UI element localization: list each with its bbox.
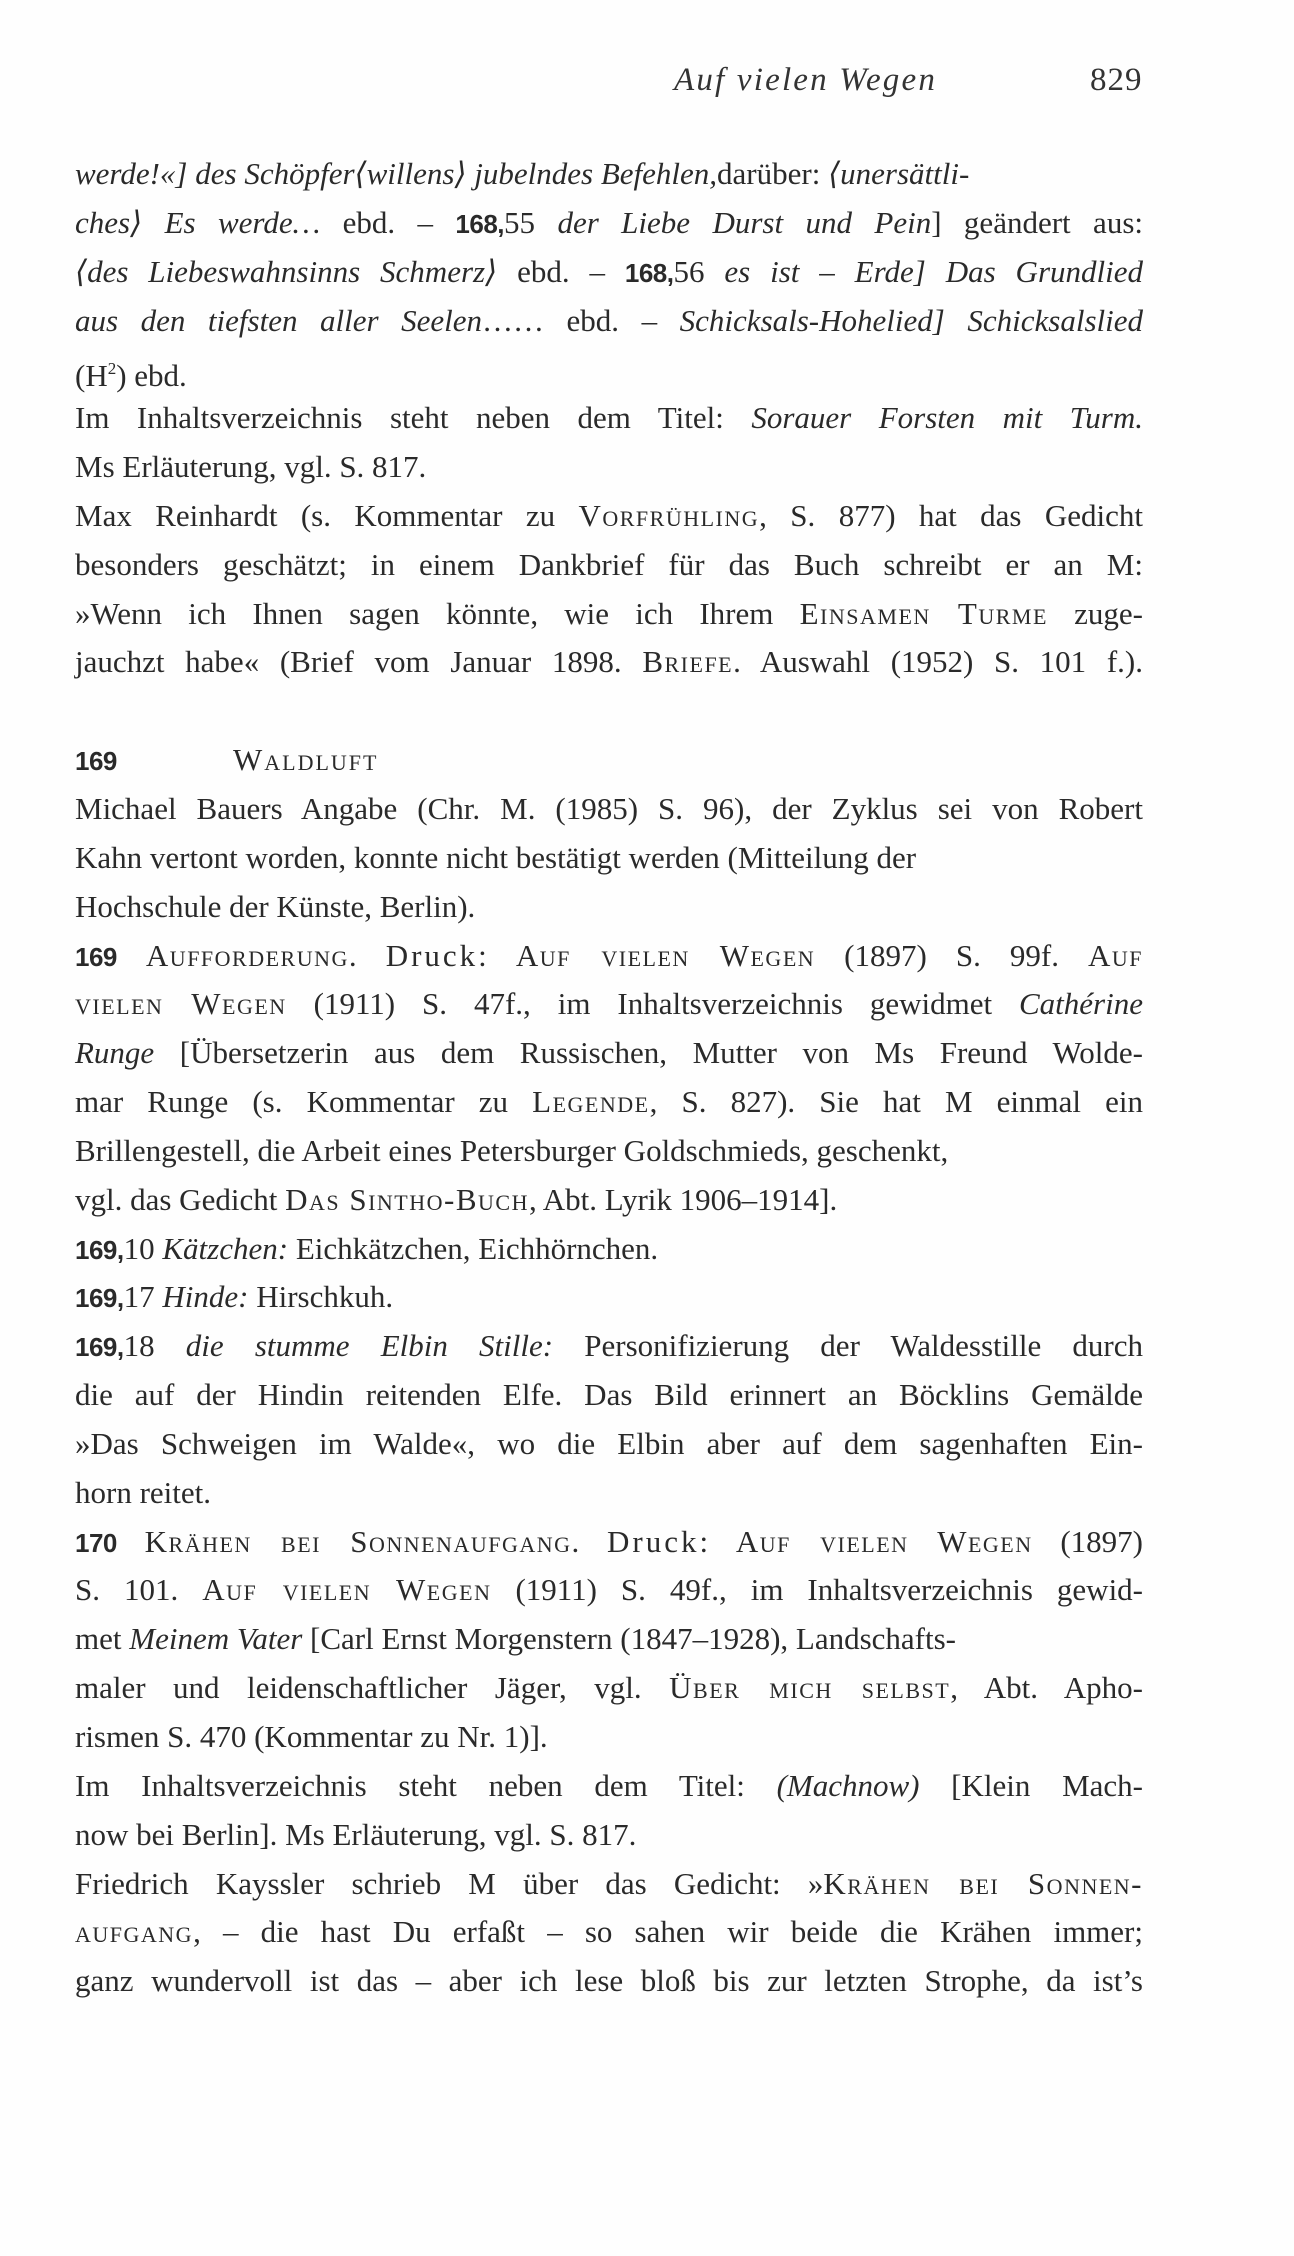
text: zuge-: [1047, 595, 1143, 631]
italic-text: Sorauer Forsten mit Turm.: [751, 400, 1143, 436]
text-line: [75, 1078, 1143, 1127]
text: 17: [123, 1279, 163, 1315]
italic-text: ⟨unersättli-: [828, 156, 970, 191]
text: jauchzt habe« (Brief vom Januar 1898.: [75, 644, 643, 680]
text: Im Inhaltsverzeichnis steht neben dem Titel:: [75, 1767, 777, 1803]
text: , S. 827). Sie hat M einmal ein: [649, 1084, 1143, 1120]
text-line: [75, 932, 1143, 981]
text: 10: [123, 1230, 163, 1266]
small-caps-title: Das Sintho-Buch: [285, 1181, 529, 1217]
text: , Abt. Apho-: [950, 1670, 1143, 1706]
superscript: 2: [107, 359, 117, 379]
text-line: [75, 1762, 1143, 1811]
italic-text: es ist – Erde] Das Grundlied: [724, 253, 1143, 289]
text-line: [75, 785, 1143, 834]
italic-text: (Machnow): [776, 1767, 920, 1803]
section-number: 169: [75, 746, 117, 777]
small-caps-title: Aufforderung: [145, 937, 349, 973]
text-line: [75, 443, 1143, 492]
text: met: [75, 1621, 130, 1657]
small-caps-title: Auf vielen Wegen: [515, 937, 816, 973]
bold-reference: 169: [75, 941, 117, 972]
text: …… ebd. –: [482, 302, 680, 338]
text-line: [75, 638, 1143, 687]
text: die auf der Hindin reitenden Elfe. Das Bild erinnert an Böcklins Gemälde: [75, 1377, 1143, 1413]
text: 18: [123, 1328, 186, 1364]
text-line: [75, 1371, 1143, 1420]
text: . Auswahl (1952) S. 101 f.).: [733, 644, 1143, 680]
text-line: [75, 1811, 1143, 1860]
bold-reference: 169,: [75, 1332, 124, 1363]
text: , S. 877) hat das Gedicht: [759, 497, 1144, 533]
italic-text: Meinem Vater: [129, 1621, 303, 1657]
italic-text: der Liebe Durst und Pein: [557, 204, 932, 240]
text-line: [75, 1322, 1143, 1371]
text: S. 101.: [75, 1572, 203, 1608]
text: now bei Berlin]. Ms Erläuterung, vgl. S. 817.: [75, 1816, 637, 1852]
small-caps-title: Krähen bei Sonnen-: [823, 1865, 1143, 1901]
text: :: [699, 1523, 736, 1559]
text: rismen S. 470 (Kommentar zu Nr. 1)].: [75, 1719, 548, 1754]
text: 56: [673, 253, 725, 289]
commentary-body: [75, 150, 1143, 2006]
text-line: [75, 1127, 1143, 1176]
text: 55: [504, 204, 558, 240]
text-line: [75, 1029, 1143, 1078]
small-caps-title: vielen Wegen: [75, 986, 287, 1022]
small-caps-title: Krähen bei Sonnenaufgang: [144, 1523, 572, 1559]
text: [Klein Mach-: [919, 1767, 1143, 1803]
text-line: [75, 345, 1143, 394]
text: Hirschkuh.: [248, 1279, 394, 1315]
text-line: [75, 1908, 1143, 1957]
text: mar Runge (s. Kommentar zu: [75, 1084, 533, 1120]
small-caps-title: Über mich selbst: [669, 1670, 951, 1706]
text: [Übersetzerin aus dem Russischen, Mutter von Ms Freund Wolde-: [154, 1035, 1143, 1071]
text-line: [75, 883, 1143, 932]
spaced-label: Druck: [385, 937, 479, 973]
text: Personifizierung der Waldesstille durch: [553, 1328, 1143, 1364]
text: (1911) S. 49f., im Inhaltsverzeichnis gewid-: [491, 1572, 1144, 1608]
text: Eichkätzchen, Eichhörnchen.: [288, 1230, 659, 1266]
text-line: [75, 1713, 1143, 1762]
text: :: [478, 937, 516, 973]
text-line: [75, 541, 1143, 590]
text-line: [75, 248, 1143, 297]
small-caps-title: Einsamen Turme: [799, 595, 1048, 631]
text: .: [348, 937, 386, 973]
page-number: 829: [1090, 62, 1143, 98]
running-head-title: Auf vielen Wegen: [674, 62, 938, 98]
text: Michael Bauers Angabe (Chr. M. (1985) S. 96), der Zyklus sei von Robert: [75, 790, 1143, 826]
text: (1897) S. 99f.: [815, 937, 1088, 973]
text: [117, 938, 146, 973]
italic-text: aus den tiefsten aller Seelen: [75, 302, 482, 338]
italic-text: Kätzchen:: [162, 1230, 289, 1266]
text-line: [75, 1518, 1143, 1567]
bold-reference: 169,: [75, 1283, 124, 1314]
bold-reference: 170: [75, 1527, 117, 1558]
text: maler und leidenschaftlicher Jäger, vgl.: [75, 1670, 670, 1706]
text-line: [75, 1176, 1143, 1225]
text: ganz wundervoll ist das – aber ich lese bloß bis zur letzten Strophe, da ist’s: [75, 1963, 1143, 1999]
text: (1897): [1032, 1523, 1144, 1559]
text-line: [75, 1566, 1143, 1615]
section-title: Waldluft: [233, 742, 379, 778]
running-head: [0, 62, 1294, 112]
text-line: [75, 980, 1143, 1029]
text: [117, 1524, 145, 1559]
text: Max Reinhardt (s. Kommentar zu: [75, 497, 579, 533]
text-line: [75, 1664, 1143, 1713]
text-line: [75, 1469, 1143, 1518]
bold-reference: 168,: [624, 257, 674, 288]
text-line: [75, 1420, 1143, 1469]
text: ] geändert aus:: [931, 204, 1143, 240]
text-line: [75, 1615, 1143, 1664]
text-line: [75, 150, 1143, 199]
section-heading: [75, 736, 1143, 785]
text: »Das Schweigen im Walde«, wo die Elbin aber auf dem sagenhaften Ein-: [75, 1425, 1143, 1461]
text: , Abt. Lyrik 1906–1914].: [528, 1181, 838, 1217]
small-caps-title: Auf vielen Wegen: [735, 1523, 1033, 1559]
bold-reference: 169,: [75, 1234, 124, 1265]
small-caps-title: Legende: [532, 1084, 650, 1120]
bold-reference: 168,: [455, 208, 505, 239]
text-line: [75, 394, 1143, 443]
text: ebd. –: [320, 204, 456, 240]
spaced-label: Druck: [607, 1523, 700, 1559]
text-line: [75, 1860, 1143, 1909]
blank-line: [75, 687, 1143, 736]
text: besonders geschätzt; in einem Dankbrief für das Buch schreibt er an M:: [75, 546, 1143, 582]
text: Hochschule der Künste, Berlin).: [75, 888, 476, 924]
text: Kahn vertont worden, konnte nicht bestätigt werden (Mitteilung der: [75, 839, 917, 875]
small-caps-title: Briefe: [642, 644, 734, 680]
text: [Carl Ernst Morgenstern (1847–1928), Landschafts-: [302, 1621, 957, 1657]
text-line: [75, 1957, 1143, 2006]
italic-text: ⟨des Liebeswahnsinns Schmerz⟩: [75, 253, 498, 289]
text: Friedrich Kayssler schrieb M über das Gedicht: »: [75, 1865, 824, 1901]
text: Brillengestell, die Arbeit eines Petersburger Goldschmieds, geschenkt,: [75, 1132, 949, 1168]
text: vgl. das Gedicht: [75, 1181, 286, 1217]
small-caps-title: aufgang: [75, 1914, 194, 1950]
text: »Wenn ich Ihnen sagen könnte, wie ich Ihrem: [75, 595, 800, 631]
text: .: [571, 1523, 608, 1559]
text: (H: [75, 358, 108, 394]
text: , – die hast Du erfaßt – so sahen wir beide die Krähen immer;: [193, 1914, 1143, 1950]
italic-text: die stumme Elbin Stille:: [185, 1328, 554, 1364]
text-line: [75, 590, 1143, 639]
small-caps-title: Auf vielen Wegen: [202, 1572, 492, 1608]
text: horn reitet.: [75, 1474, 212, 1510]
text-line: [75, 199, 1143, 248]
text: ) ebd.: [116, 358, 187, 394]
text-line: [75, 1225, 1143, 1274]
small-caps-title: Vorfrühling: [578, 497, 760, 533]
text-line: [75, 297, 1143, 346]
text: Im Inhaltsverzeichnis steht neben dem Titel:: [75, 400, 752, 436]
italic-text: Hinde:: [162, 1279, 249, 1315]
italic-text: Cathérine: [1019, 986, 1143, 1022]
text-line: [75, 834, 1143, 883]
text: (1911) S. 47f., im Inhaltsverzeichnis gewidmet: [286, 986, 1019, 1022]
small-caps-title: Auf: [1087, 937, 1143, 973]
text: Ms Erläuterung, vgl. S. 817.: [75, 449, 427, 485]
italic-text: ches⟩ Es werde…: [75, 204, 321, 240]
text-line: [75, 492, 1143, 541]
italic-text: Schicksals-Hohelied] Schicksalslied: [679, 302, 1143, 338]
italic-text: werde!«] des Schöpfer⟨willens⟩ jubelndes Befehlen,: [75, 156, 718, 191]
text-line: [75, 1273, 1143, 1322]
text: ebd. –: [497, 253, 625, 289]
text: darüber:: [717, 156, 829, 191]
italic-text: Runge: [75, 1035, 155, 1071]
